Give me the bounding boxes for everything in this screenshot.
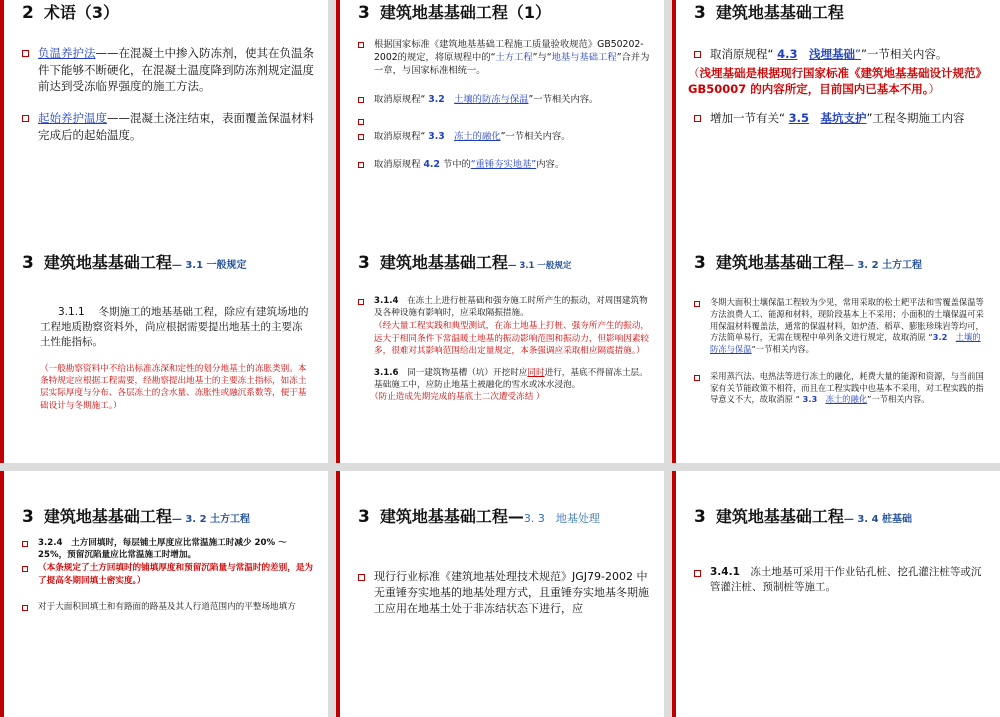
title-text: 建筑地基基础工程— [379, 507, 524, 526]
title-text: 术语（3） [43, 3, 119, 22]
note: （浅埋基础是根据现行国家标准《建筑地基基础设计规范》GB50007 的内容所定，目前国内已基本不用。） [688, 65, 982, 97]
slide-title [22, 250, 322, 280]
note: （本条规定了土方回填时的铺填厚度和预留沉陷量与常温时的差别，是为了提高冬期回填土密实度。） [22, 562, 314, 586]
link-text[interactable]: “重锤夯实地基” [470, 159, 537, 171]
term-definition: ——在混凝土中掺入防冻剂，使其在负温条件下能够不断硬化，在混凝土温度降到防冻剂规定温度前达到受冻临界强度的施工方法。 [38, 46, 314, 94]
slide-accent-bar [672, 471, 676, 717]
link-text[interactable]: 冻土的融化 [825, 394, 868, 405]
paragraph: 增加一节有关“ 3.5 基坑支护”工程冬期施工内容 [694, 110, 986, 127]
title-text: 建筑地基基础工程 [43, 507, 172, 526]
section-number: 3 [694, 253, 706, 273]
paragraph: 取消原规程“ 3.3 冻土的融化”一节相关内容。 [358, 130, 650, 143]
paragraph: 3.1.1 冬期施工的地基基础工程，除应有建筑场地的工程地质勘察资料外，尚应根据需要提出地基土的主要冻土性能指标。 [40, 306, 309, 349]
slide-foundation-2[interactable] [672, 0, 1000, 226]
note: （经大量工程实践和典型测试，在冻土地基上打桩、强夯所产生的振动，远大于相同条件下常温暖土地基的振动影响范围和振动力，但影响因素较多，很难对其影响范围给出定量规定，本条强调应采取相应隔震措施。） [374, 321, 650, 356]
slide-content [22, 537, 314, 622]
subtitle: — 3. 4 桩基础 [843, 514, 913, 525]
section-number: 2 [22, 3, 34, 23]
section-number: 3 [694, 3, 706, 23]
paragraph: 采用蒸汽法、电热法等进行冻土的融化，耗费大量的能源和资源，与当前国家有关节能政策不相符，而且在工程实践中也基本不采用，对工程实践的指导意义不大，故取消原 “ 3.3 冻土的融化”一节相关内容。 [694, 371, 986, 406]
subtitle: — 3.1 一般规定 [507, 261, 572, 271]
term-item [22, 45, 314, 95]
link-text[interactable]: 土方工程 [495, 52, 533, 64]
subtitle: — 3. 2 土方工程 [171, 514, 251, 525]
paragraph: 冬期大面积土壤保温工程较为少见，常用采取的松土耙平法和雪覆盖保温等方法浪费人工、能源和材料，现阶段基本上不采用；小面积的土壤保温可采用保温材料覆盖法，通常的保温材料，如炉渣、稻草、膨胀珍珠岩等均可，方法简单易行，无需在规程中单列条文进行规定，故取消原 “3.2 土壤的防冻与保温”一节相关内容。 [694, 297, 986, 356]
title-text: 建筑地基基础工程 [43, 253, 172, 272]
slide-content [694, 297, 986, 415]
note: （一般勘察资料中不给出标准冻深和定性的划分地基土的冻胀类别。本条特规定应根据工程需要，经勘察提出地基土的主要冻土指标，如冻土层实际厚度与分布、各层冻土的含水量、冻胀性或融沉系数等，便于基础设计与冬期施工。） [40, 364, 307, 411]
link-text[interactable]: 土壤的防冻与保温 [454, 93, 529, 105]
slide-pile-foundation[interactable] [672, 471, 1000, 717]
slide-content [358, 38, 650, 180]
title-text: 建筑地基基础工程 [715, 507, 844, 526]
slide-title [22, 0, 322, 30]
slide-title [358, 0, 658, 30]
slide-general-provisions-1[interactable] [0, 217, 328, 463]
paragraph: 对于大面积回填土和有路面的路基及其人行道范围内的平整场地填方 [22, 601, 314, 613]
slide-title [694, 0, 994, 30]
slide-title [694, 504, 994, 534]
title-text: 建筑地基基础工程（1） [379, 3, 551, 22]
link-text[interactable]: 浅埋基础 [809, 47, 855, 61]
term-link[interactable]: 起始养护温度 [38, 111, 107, 126]
slide-ground-treatment[interactable] [336, 471, 664, 717]
slide-accent-bar [672, 0, 676, 226]
link-text[interactable]: 地基与基础工程 [551, 52, 617, 64]
link-text[interactable]: 土壤的防冻与保温 [710, 332, 981, 355]
paragraph: 取消原规程 4.2 节中的“重锤夯实地基”内容。 [358, 158, 650, 171]
term-definition: ——混凝土浇注结束，表面覆盖保温材料完成后的起始温度。 [38, 111, 314, 142]
section-number: 3 [694, 507, 706, 527]
term-link[interactable]: 负温养护法 [38, 46, 96, 60]
section-number: 3 [358, 507, 370, 527]
slide-general-provisions-2[interactable] [336, 217, 664, 463]
empty-bullet [358, 115, 650, 128]
slide-content [358, 295, 650, 404]
subtitle: — 3.1 一般规定 [171, 260, 247, 271]
slide-accent-bar [0, 0, 4, 226]
clause: 3.2.4 土方回填时，每层铺土厚度应比常温施工时减少 20% ～ 25%，预留沉陷量应比常温施工时增加。 [22, 537, 314, 561]
slide-content [688, 46, 986, 136]
slide-accent-bar [0, 217, 4, 463]
term-item [22, 110, 314, 143]
paragraph: 取消原规程“ 4.3 浅埋基础””一节相关内容。 [694, 46, 986, 63]
slide-content [358, 569, 650, 626]
slide-accent-bar [336, 217, 340, 463]
section-number: 3 [358, 3, 370, 23]
note: （防止造成先期完成的基底土二次遭受冻结 ） [370, 392, 545, 403]
slide-accent-bar [336, 0, 340, 226]
slide-foundation-1[interactable] [336, 0, 664, 226]
section-number: 3 [358, 253, 370, 273]
paragraph: 现行行业标准《建筑地基处理技术规范》JGJ79-2002 中无重锤夯实地基的地基处理方式，且重锤夯实地基冬期施工应用在地基土处于非冻结状态下进行，应 [358, 569, 650, 617]
clause: 3.1.4 在冻土上进行桩基础和强夯施工时所产生的振动，对周围建筑物及各种设施有影响时，应采取隔振措施。 [358, 295, 650, 319]
section-number: 3 [22, 507, 34, 527]
paragraph: 取消原规程“ 3.2 土壤的防冻与保温”一节相关内容。 [358, 93, 650, 106]
slide-earthwork-1[interactable] [672, 217, 1000, 463]
title-text: 建筑地基基础工程 [715, 3, 844, 22]
title-text: 建筑地基基础工程 [379, 253, 508, 272]
slide-accent-bar [0, 471, 4, 717]
slide-title [358, 250, 658, 280]
section-number: 3 [22, 253, 34, 273]
subtitle: — 3. 2 土方工程 [843, 260, 923, 271]
clause: 3.4.1 冻土地基可采用干作业钻孔桩、挖孔灌注桩等或沉管灌注桩、预制桩等施工。 [694, 565, 986, 595]
slide-accent-bar [672, 217, 676, 463]
link-text[interactable]: 基坑支护 [820, 111, 867, 126]
title-text: 建筑地基基础工程 [715, 253, 844, 272]
subtitle: 3. 3 地基处理 [523, 512, 600, 525]
slide-earthwork-2[interactable] [0, 471, 328, 717]
clause: 3.1.6 同一建筑物基槽（坑）开挖时应同时进行，基底不得留冻土层。基础施工中，应防止地基土被融化的雪水或冰水浸泡。 [374, 368, 648, 391]
slide-content [40, 305, 310, 351]
slide-title [358, 504, 658, 534]
paragraph: 根据国家标准《建筑地基基础工程施工质量验收规范》GB50202-2002的规定，将原规程中的“土方工程”与“地基与基础工程”合并为一章，与国家标准相统一。 [358, 38, 650, 78]
link-text[interactable]: 冻土的融化 [454, 130, 501, 142]
slide-accent-bar [336, 471, 340, 717]
slide-content [694, 565, 986, 604]
slide-title [22, 504, 322, 534]
slide-terms[interactable] [0, 0, 328, 226]
slide-title [694, 250, 994, 280]
slide-content [22, 45, 314, 152]
